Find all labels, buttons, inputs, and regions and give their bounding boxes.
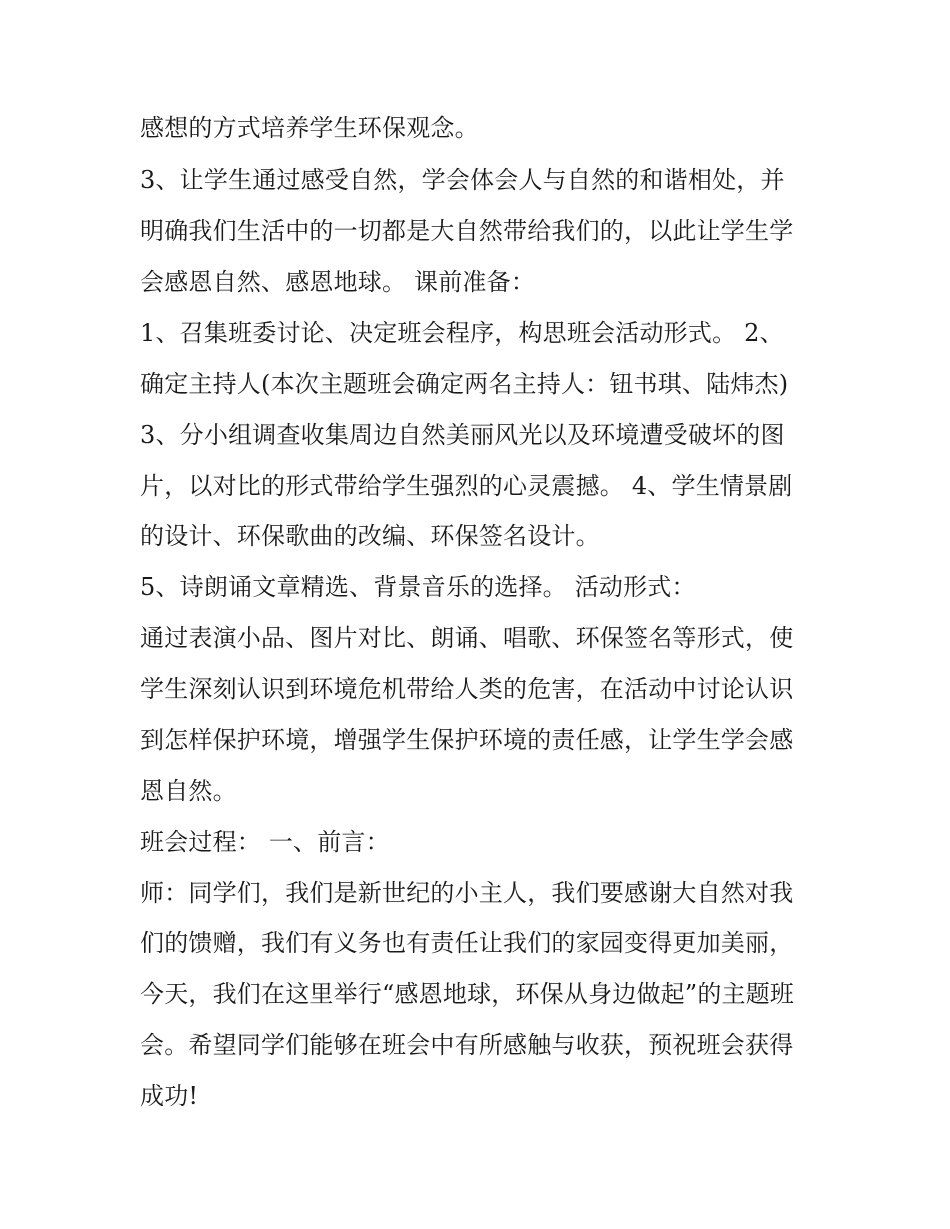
text-line-3: 明确我们生活中的一切都是大自然带给我们的，以此让学生学 xyxy=(140,217,794,245)
text-line-14: 恩自然。 xyxy=(140,777,237,805)
text-line-17: 们的馈赠，我们有义务也有责任让我们的家园变得更加美丽， xyxy=(140,929,794,957)
text-line-13: 到怎样保护环境，增强学生保护环境的责任感，让学生学会感 xyxy=(140,726,794,754)
text-line-11: 通过表演小品、图片对比、朗诵、唱歌、环保签名等形式，使 xyxy=(140,624,794,652)
text-line-6: 确定主持人(本次主题班会确定两名主持人：钮书琪、陆炜杰) xyxy=(140,370,789,398)
text-line-10: 5、诗朗诵文章精选、背景音乐的选择。 活动形式： xyxy=(140,573,696,601)
text-line-2: 3、让学生通过感受自然，学会体会人与自然的和谐相处，并 xyxy=(140,166,785,194)
text-line-16: 师：同学们，我们是新世纪的小主人，我们要感谢大自然对我 xyxy=(140,879,794,907)
text-line-5: 1、召集班委讨论、决定班会程序，构思班会活动形式。 2、 xyxy=(140,319,784,347)
text-line-18: 今天，我们在这里举行“感恩地球，环保从身边做起”的主题班 xyxy=(140,980,795,1008)
text-line-20: 成功! xyxy=(140,1082,199,1110)
text-line-8: 片，以对比的形式带给学生强烈的心灵震撼。 4、学生情景剧 xyxy=(140,472,793,500)
text-line-12: 学生深刻认识到环境危机带给人类的危害，在活动中讨论认识 xyxy=(140,675,794,703)
text-line-7: 3、分小组调查收集周边自然美丽风光以及环境遭受破坏的图 xyxy=(140,421,785,449)
text-line-15: 班会过程： 一、前言： xyxy=(140,828,390,856)
text-line-19: 会。希望同学们能够在班会中有所感触与收获，预祝班会获得 xyxy=(140,1031,794,1059)
text-line-9: 的设计、环保歌曲的改编、环保签名设计。 xyxy=(140,522,600,550)
text-line-4: 会感恩自然、感恩地球。 课前准备： xyxy=(140,268,536,296)
text-line-1: 感想的方式培养学生环保观念。 xyxy=(140,114,479,142)
